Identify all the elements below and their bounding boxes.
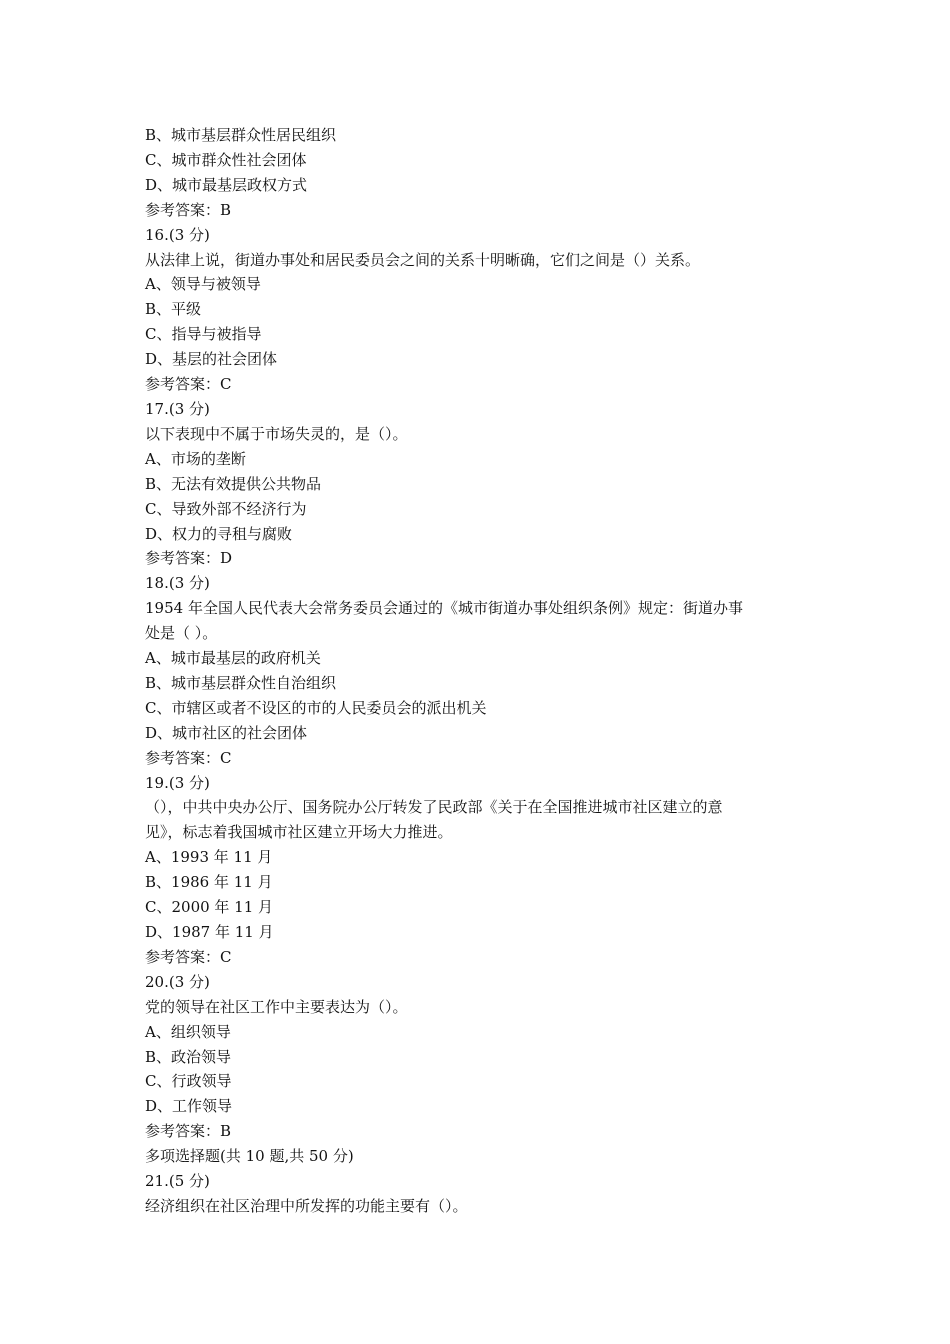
option-c: C、行政领导	[145, 1072, 232, 1091]
option-c: C、城市群众性社会团体	[145, 150, 307, 169]
option-a: A、组织领导	[145, 1022, 231, 1041]
question-text-18-line-1: 1954 年全国人民代表大会常务委员会通过的《城市街道办事处组织条例》规定：街道办事	[145, 599, 743, 618]
answer-line: 参考答案：B	[145, 200, 232, 219]
answer-line: 参考答案：C	[145, 375, 232, 394]
answer-line: 参考答案：D	[145, 549, 233, 568]
option-d: D、1987 年 11 月	[145, 923, 274, 941]
question-number-16: 16.(3 分)	[145, 225, 210, 244]
question-text-16: 从法律上说，街道办事处和居民委员会之间的关系十明晰确，它们之间是（）关系。	[145, 250, 701, 269]
question-number-21: 21.(5 分)	[145, 1172, 210, 1191]
option-d: D、城市社区的社会团体	[145, 723, 308, 742]
question-text-19-line-2: 见》，标志着我国城市社区建立开场大力推进。	[145, 823, 453, 842]
option-a: A、市场的垄断	[145, 449, 246, 468]
option-b: B、平级	[145, 300, 202, 319]
answer-line: 参考答案：C	[145, 748, 232, 767]
question-text-18-line-2: 处是（ ）。	[145, 624, 218, 643]
document-text	[145, 123, 810, 1219]
option-b: B、1986 年 11 月	[145, 873, 273, 892]
option-a: A、领导与被领导	[145, 275, 261, 294]
option-b: B、城市基层群众性居民组织	[145, 126, 337, 144]
option-d: D、工作领导	[145, 1097, 233, 1116]
section-heading-multiple-choice: 多项选择题(共 10 题,共 50 分)	[145, 1147, 354, 1166]
option-d: D、城市最基层政权方式	[145, 175, 308, 194]
option-c: C、指导与被指导	[145, 325, 262, 344]
option-b: B、政治领导	[145, 1047, 232, 1066]
option-c: C、导致外部不经济行为	[145, 499, 307, 518]
option-b: B、城市基层群众性自治组织	[145, 673, 337, 692]
question-text-21: 经济组织在社区治理中所发挥的功能主要有（）。	[145, 1196, 468, 1215]
answer-line: 参考答案：B	[145, 1122, 232, 1141]
question-text-17: 以下表现中不属于市场失灵的，是（）。	[145, 424, 408, 443]
option-b: B、无法有效提供公共物品	[145, 474, 322, 493]
option-a: A、城市最基层的政府机关	[145, 649, 321, 668]
question-number-18: 18.(3 分)	[145, 574, 210, 593]
question-number-17: 17.(3 分)	[145, 399, 210, 418]
question-text-20: 党的领导在社区工作中主要表达为（）。	[145, 997, 408, 1016]
option-c: C、市辖区或者不设区的市的人民委员会的派出机关	[145, 698, 487, 717]
option-c: C、2000 年 11 月	[145, 898, 274, 917]
option-d: D、权力的寻租与腐败	[145, 524, 293, 543]
answer-line: 参考答案：C	[145, 947, 232, 966]
question-number-20: 20.(3 分)	[145, 972, 210, 991]
question-text-19-line-1: （），中共中央办公厅、国务院办公厅转发了民政部《关于在全国推进城市社区建立的意	[145, 798, 723, 817]
option-a: A、1993 年 11 月	[145, 848, 273, 867]
question-number-19: 19.(3 分)	[145, 773, 210, 792]
option-d: D、基层的社会团体	[145, 350, 278, 369]
